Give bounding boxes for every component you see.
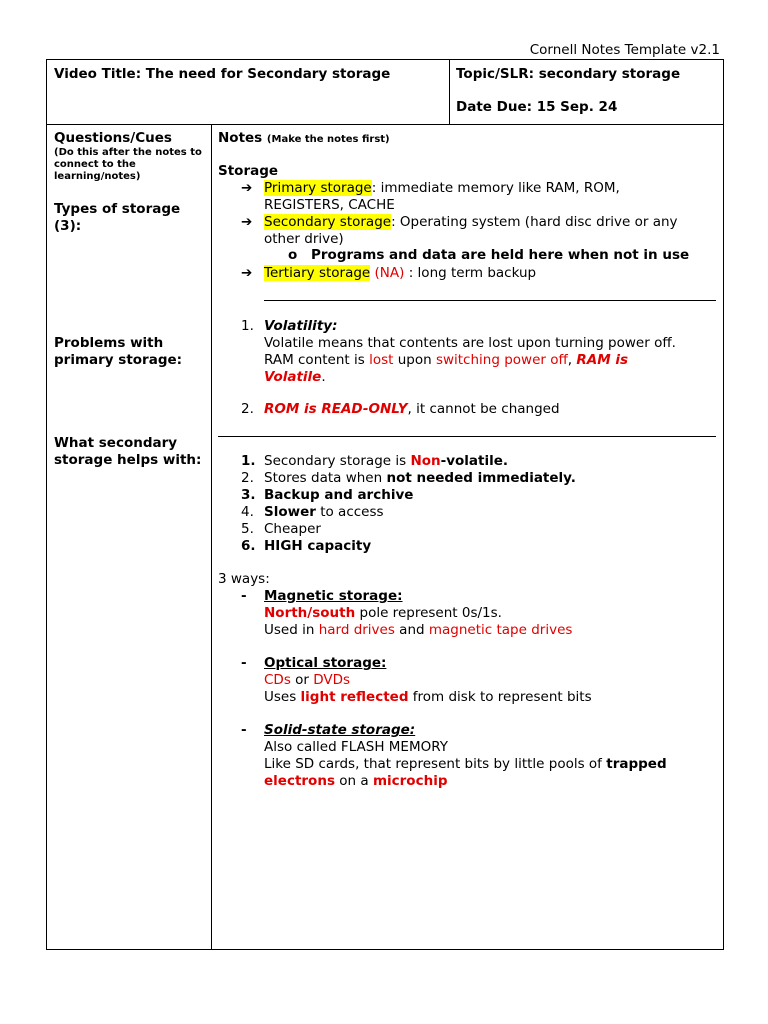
cue-what-secondary-helps: What secondary storage helps with:	[54, 435, 202, 468]
header-divider	[449, 60, 450, 125]
date-due: Date Due: 15 Sep. 24	[456, 99, 618, 115]
cues-instruction: (Do this after the notes to connect to the learning/notes)	[54, 147, 202, 182]
benefit-high-capacity: HIGH capacity	[264, 538, 372, 554]
list-number: 5.	[241, 521, 254, 537]
volatility-note: Volatility: Volatile means that contents are lost upon turning power off. RAM content is lost upon switching power off, RAM is Volatile.	[264, 318, 676, 385]
cues-column	[54, 130, 206, 183]
topic-slr: Topic/SLR: secondary storage	[456, 66, 681, 82]
optical-storage-note: Optical storage: CDs or DVDs Uses light reflected from disk to represent bits	[264, 655, 592, 705]
magnetic-storage-note: Magnetic storage: North/south pole represent 0s/1s. Used in hard drives and magnetic tape drives	[264, 588, 573, 638]
template-version: Cornell Notes Template v2.1	[529, 42, 720, 58]
rom-read-only-note: ROM is READ-ONLY, it cannot be changed	[264, 401, 560, 417]
benefit-non-volatile: Secondary storage is Non-volatile.	[264, 453, 509, 469]
divider-line	[218, 436, 716, 437]
notes-column	[218, 130, 718, 940]
programs-data-note: Programs and data are held here when not in use	[311, 247, 690, 263]
list-number: 6.	[241, 538, 256, 554]
tertiary-storage-note: Tertiary storage (NA) : long term backup	[264, 265, 537, 281]
arrow-icon: ➔	[241, 214, 253, 230]
header-row	[47, 60, 723, 125]
benefit-stores-data: Stores data when not needed immediately.	[264, 470, 576, 486]
list-number: 4.	[241, 504, 254, 520]
arrow-icon: ➔	[241, 265, 253, 281]
dash-bullet: -	[241, 588, 247, 604]
divider-line	[264, 300, 716, 301]
benefit-slower: Slower to access	[264, 504, 384, 520]
arrow-icon: ➔	[241, 180, 253, 196]
benefit-cheaper: Cheaper	[264, 521, 321, 537]
list-number: 3.	[241, 487, 256, 503]
storage-heading: Storage	[218, 163, 279, 179]
benefit-backup: Backup and archive	[264, 487, 414, 503]
column-divider	[211, 125, 212, 949]
list-number: 2.	[241, 401, 254, 417]
sub-bullet-marker: o	[288, 247, 298, 263]
list-number: 1.	[241, 453, 256, 469]
list-number: 1.	[241, 318, 254, 334]
list-number: 2.	[241, 470, 254, 486]
cues-heading: Questions/Cues	[54, 130, 172, 146]
video-title: Video Title: The need for Secondary storage	[54, 66, 391, 82]
cue-problems-primary: Problems with primary storage:	[54, 335, 183, 368]
three-ways-label: 3 ways:	[218, 571, 270, 587]
primary-storage-note: Primary storage: immediate memory like RAM, ROM, REGISTERS, CACHE	[264, 180, 620, 213]
cue-types-of-storage: Types of storage (3):	[54, 201, 181, 234]
solid-state-storage-note: Solid-state storage: Also called FLASH MEMORY Like SD cards, that represent bits by little pools of trapped electrons on a microchip	[264, 722, 667, 789]
dash-bullet: -	[241, 722, 247, 738]
secondary-storage-note: Secondary storage: Operating system (hard disc drive or any other drive)	[264, 214, 678, 247]
cornell-notes-sheet	[46, 59, 724, 950]
notes-heading: Notes (Make the notes first)	[218, 130, 390, 146]
dash-bullet: -	[241, 655, 247, 671]
